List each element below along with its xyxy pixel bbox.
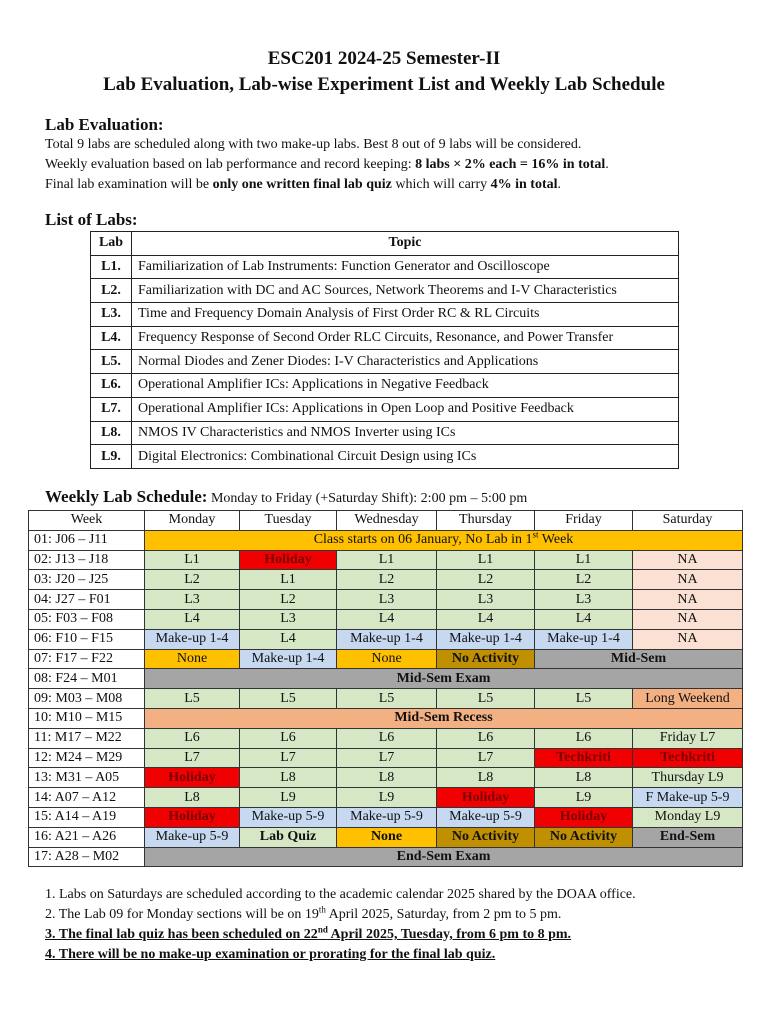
week-label: 08: F24 – M01 <box>29 669 145 689</box>
schedule-cell-text: L6 <box>184 730 200 746</box>
schedule-row <box>29 530 743 550</box>
schedule-cell-text: Thursday L9 <box>651 769 724 785</box>
schedule-cell-text: L8 <box>280 769 296 785</box>
schedule-cell <box>337 728 437 748</box>
schedule-cell <box>240 590 337 610</box>
lab-row <box>91 326 679 350</box>
evaluation-line-2-post: . <box>605 157 609 172</box>
schedule-cell <box>633 550 743 570</box>
lab-topic: Operational Amplifier ICs: Applications in Open Loop and Positive Feedback <box>132 397 679 421</box>
schedule-cell-text: L6 <box>378 730 395 746</box>
schedule-cell-text: L3 <box>477 591 494 607</box>
schedule-cell-text: None <box>371 650 402 666</box>
schedule-cell <box>145 590 240 610</box>
schedule-cell <box>145 649 240 669</box>
schedule-cell-sup: st <box>532 530 539 540</box>
schedule-row <box>29 609 743 629</box>
note-item <box>45 945 636 965</box>
labs-table <box>90 231 679 469</box>
schedule-cell-text: L1 <box>184 551 200 567</box>
schedule-cell <box>437 649 535 669</box>
schedule-cell-text: None <box>176 650 208 666</box>
schedule-cell <box>145 530 743 550</box>
schedule-cell <box>145 708 743 728</box>
schedule-cell <box>437 570 535 590</box>
schedule-row <box>29 590 743 610</box>
schedule-cell-text: Make-up 1-4 <box>350 631 423 647</box>
schedule-cell <box>337 590 437 610</box>
schedule-cell-text: Techkriti <box>660 749 715 765</box>
lab-number: L3. <box>91 303 132 327</box>
schedule-row <box>29 768 743 788</box>
schedule-cell-text: L4 <box>575 611 592 627</box>
evaluation-line-3-bold-2: 4% in total <box>490 177 558 192</box>
lab-row <box>91 421 679 445</box>
schedule-cell <box>145 768 240 788</box>
schedule-cell <box>437 609 535 629</box>
evaluation-line-3-mid: which will carry <box>391 177 491 192</box>
evaluation-line-3-pre: Final lab examination will be <box>45 177 213 192</box>
schedule-row <box>29 788 743 808</box>
week-label: 09: M03 – M08 <box>29 689 145 709</box>
schedule-cell <box>145 788 240 808</box>
schedule-cell <box>535 689 633 709</box>
lab-row <box>91 397 679 421</box>
schedule-cell-text: Make-up 1-4 <box>449 631 522 647</box>
schedule-cell-text: NA <box>677 611 698 627</box>
schedule-cell <box>337 748 437 768</box>
schedule-cell-text: NA <box>677 571 698 587</box>
schedule-cell-text: End-Sem <box>659 829 716 845</box>
week-label: 02: J13 – J18 <box>29 550 145 570</box>
lab-row <box>91 445 679 469</box>
week-label: 10: M10 – M15 <box>29 708 145 728</box>
schedule-cell <box>535 807 633 827</box>
schedule-cell-text: Make-up 1-4 <box>547 631 620 647</box>
labs-col-topic: Topic <box>132 232 679 256</box>
schedule-cell <box>145 629 240 649</box>
schedule-cell <box>437 629 535 649</box>
weekly-schedule-subheading: Monday to Friday (+Saturday Shift): 2:00 pm – 5:00 pm <box>210 491 528 506</box>
schedule-cell-text: L2 <box>575 571 592 587</box>
schedule-cell <box>337 827 437 847</box>
schedule-cell-text: Class starts on 06 January, No Lab in 1 <box>313 532 533 548</box>
schedule-cell <box>145 570 240 590</box>
schedule-col-header: Saturday <box>633 511 743 531</box>
schedule-cell <box>633 807 743 827</box>
week-label: 03: J20 – J25 <box>29 570 145 590</box>
schedule-row <box>29 748 743 768</box>
schedule-cell <box>337 788 437 808</box>
week-label: 16: A21 – A26 <box>29 827 145 847</box>
lab-evaluation-heading: Lab Evaluation: <box>45 115 164 134</box>
schedule-cell-text: Mid-Sem Recess <box>394 710 493 726</box>
evaluation-line-2-bold: 8 labs × 2% each = 16% in total <box>415 157 606 172</box>
schedule-cell-text: L6 <box>575 730 592 746</box>
evaluation-line-3-bold-1: only one written final lab quiz <box>212 177 392 192</box>
schedule-cell <box>240 788 337 808</box>
schedule-cell-text: NA <box>677 591 698 607</box>
schedule-cell-text: L1 <box>378 551 395 567</box>
schedule-cell-text: Mid-Sem <box>610 650 667 666</box>
schedule-cell-text: Make-up 1-4 <box>155 631 229 647</box>
schedule-cell <box>337 570 437 590</box>
schedule-row <box>29 570 743 590</box>
lab-row <box>91 303 679 327</box>
schedule-row <box>29 550 743 570</box>
schedule-cell <box>437 807 535 827</box>
schedule-cell <box>633 827 743 847</box>
schedule-cell-text: L3 <box>378 591 395 607</box>
schedule-cell <box>240 609 337 629</box>
lab-topic: Digital Electronics: Combinational Circuit Design using ICs <box>132 445 679 469</box>
note-sup: th <box>318 904 326 915</box>
schedule-cell <box>240 570 337 590</box>
note-text: 2. The Lab 09 for Monday sections will be on 19 <box>45 907 319 922</box>
schedule-row <box>29 629 743 649</box>
schedule-cell <box>633 570 743 590</box>
schedule-cell-text: None <box>370 829 403 845</box>
schedule-cell-text: L3 <box>575 591 592 607</box>
schedule-cell <box>535 768 633 788</box>
lab-topic: Operational Amplifier ICs: Applications in Negative Feedback <box>132 374 679 398</box>
schedule-cell <box>437 590 535 610</box>
schedule-cell-text: L9 <box>378 789 395 805</box>
week-label: 14: A07 – A12 <box>29 788 145 808</box>
week-label: 07: F17 – F22 <box>29 649 145 669</box>
schedule-cell <box>337 649 437 669</box>
note-text: 3. The final lab quiz has been scheduled on 22 <box>45 927 318 942</box>
evaluation-line-1: Total 9 labs are scheduled along with two make-up labs. Best 8 out of 9 labs will be considered. <box>45 137 582 152</box>
schedule-cell <box>535 609 633 629</box>
schedule-cell-text: Friday L7 <box>659 730 716 746</box>
schedule-cell-text: Holiday <box>168 809 216 825</box>
schedule-cell-text: Holiday <box>559 809 608 825</box>
schedule-cell <box>633 788 743 808</box>
schedule-cell <box>535 570 633 590</box>
schedule-cell <box>145 847 743 867</box>
schedule-cell-text: L5 <box>280 690 296 706</box>
schedule-row <box>29 728 743 748</box>
schedule-col-header: Thursday <box>437 511 535 531</box>
schedule-cell-text: NA <box>677 631 698 647</box>
schedule-header-row <box>29 511 743 531</box>
lab-topic: Familiarization with DC and AC Sources, Network Theorems and I-V Characteristics <box>132 279 679 303</box>
schedule-cell-text: No Activity <box>451 829 520 845</box>
schedule-cell-text: No Activity <box>549 829 618 845</box>
lab-topic: Frequency Response of Second Order RLC Circuits, Resonance, and Power Transfer <box>132 326 679 350</box>
schedule-cell-text: L2 <box>477 571 494 587</box>
schedule-cell-text: L5 <box>378 690 395 706</box>
list-of-labs-heading: List of Labs: <box>45 210 138 229</box>
schedule-cell <box>633 590 743 610</box>
schedule-cell-text: L4 <box>184 611 200 627</box>
lab-topic: Familiarization of Lab Instruments: Function Generator and Oscilloscope <box>132 255 679 279</box>
schedule-cell-text: L2 <box>184 571 200 587</box>
schedule-row <box>29 649 743 669</box>
schedule-cell-text: Make-up 5-9 <box>350 809 423 825</box>
schedule-cell-text: L8 <box>184 789 200 805</box>
lab-number: L2. <box>91 279 132 303</box>
schedule-cell <box>437 788 535 808</box>
schedule-cell-text: L5 <box>575 690 592 706</box>
schedule-cell <box>535 649 743 669</box>
lab-row <box>91 350 679 374</box>
schedule-cell-text: L8 <box>477 769 494 785</box>
title-line-1: ESC201 2024-25 Semester-II <box>267 48 501 69</box>
evaluation-paragraph <box>45 135 609 195</box>
lab-number: L5. <box>91 350 132 374</box>
lab-number: L1. <box>91 255 132 279</box>
schedule-cell-tail: Week <box>538 532 574 548</box>
week-label: 05: F03 – F08 <box>29 609 145 629</box>
schedule-cell-text: Holiday <box>168 769 216 785</box>
schedule-cell-text: L4 <box>280 631 296 647</box>
schedule-cell <box>437 827 535 847</box>
schedule-cell-text: Techkriti <box>556 749 611 765</box>
schedule-cell-text: L8 <box>575 769 592 785</box>
schedule-cell-text: L6 <box>477 730 494 746</box>
schedule-cell-text: F Make-up 5-9 <box>645 789 730 805</box>
schedule-cell-text: Make-up 5-9 <box>449 809 522 825</box>
schedule-cell <box>437 550 535 570</box>
schedule-cell-text: Mid-Sem Exam <box>396 670 491 686</box>
schedule-cell <box>633 728 743 748</box>
schedule-cell <box>240 550 337 570</box>
note-item <box>45 925 636 945</box>
schedule-cell <box>337 629 437 649</box>
schedule-cell <box>240 649 337 669</box>
schedule-col-header: Wednesday <box>337 511 437 531</box>
weekly-schedule-heading: Weekly Lab Schedule: <box>45 487 208 506</box>
note-tail: April 2025, Tuesday, from 6 pm to 8 pm. <box>327 927 572 942</box>
schedule-cell <box>437 748 535 768</box>
lab-topic: NMOS IV Characteristics and NMOS Inverter using ICs <box>132 421 679 445</box>
schedule-cell-text: L7 <box>378 749 395 765</box>
schedule-cell <box>145 669 743 689</box>
week-label: 13: M31 – A05 <box>29 768 145 788</box>
lab-row <box>91 255 679 279</box>
note-item <box>45 905 636 925</box>
schedule-cell-text: L2 <box>280 591 296 607</box>
schedule-cell-text: Lab Quiz <box>259 829 317 845</box>
schedule-cell <box>535 590 633 610</box>
week-label: 04: J27 – F01 <box>29 590 145 610</box>
schedule-cell <box>240 748 337 768</box>
schedule-cell-text: NA <box>677 551 698 567</box>
schedule-cell <box>535 748 633 768</box>
schedule-cell <box>240 728 337 748</box>
schedule-cell <box>240 629 337 649</box>
schedule-cell <box>437 768 535 788</box>
schedule-cell <box>535 827 633 847</box>
lab-number: L7. <box>91 397 132 421</box>
lab-number: L6. <box>91 374 132 398</box>
schedule-cell-text: L5 <box>477 690 494 706</box>
lab-number: L8. <box>91 421 132 445</box>
schedule-cell-text: L4 <box>477 611 494 627</box>
schedule-cell-text: Monday L9 <box>654 809 721 825</box>
schedule-row <box>29 847 743 867</box>
lab-topic: Normal Diodes and Zener Diodes: I-V Characteristics and Applications <box>132 350 679 374</box>
schedule-cell <box>633 689 743 709</box>
schedule-heading-line <box>45 487 527 507</box>
schedule-cell <box>337 689 437 709</box>
evaluation-line-3-post: . <box>557 177 562 192</box>
schedule-row <box>29 807 743 827</box>
schedule-cell-text: End-Sem Exam <box>396 848 491 864</box>
schedule-cell-text: L6 <box>280 730 296 746</box>
schedule-cell-text: Long Weekend <box>645 690 730 706</box>
schedule-cell <box>437 728 535 748</box>
schedule-cell-text: L8 <box>378 769 395 785</box>
labs-col-lab: Lab <box>91 232 132 256</box>
schedule-cell-text: L1 <box>280 571 296 587</box>
notes-list <box>45 885 636 965</box>
schedule-cell-text: Make-up 1-4 <box>251 650 325 666</box>
schedule-cell <box>240 807 337 827</box>
schedule-cell <box>337 609 437 629</box>
schedule-cell <box>633 609 743 629</box>
week-label: 15: A14 – A19 <box>29 807 145 827</box>
title-line-2: Lab Evaluation, Lab-wise Experiment List and Weekly Lab Schedule <box>103 74 665 95</box>
schedule-cell <box>145 689 240 709</box>
schedule-cell <box>535 550 633 570</box>
week-label: 17: A28 – M02 <box>29 847 145 867</box>
schedule-cell-text: Make-up 5-9 <box>251 809 325 825</box>
schedule-col-header: Friday <box>535 511 633 531</box>
note-tail: April 2025, Saturday, from 2 pm to 5 pm. <box>325 907 562 922</box>
schedule-cell <box>145 609 240 629</box>
schedule-cell-text: L1 <box>575 551 592 567</box>
labs-header-row <box>91 232 679 256</box>
schedule-cell-text: L9 <box>575 789 592 805</box>
schedule-cell-text: L7 <box>280 749 296 765</box>
schedule-row <box>29 827 743 847</box>
schedule-cell <box>145 807 240 827</box>
schedule-row <box>29 689 743 709</box>
week-label: 01: J06 – J11 <box>29 530 145 550</box>
evaluation-line-2-pre: Weekly evaluation based on lab performance and record keeping: <box>45 157 416 172</box>
schedule-cell <box>240 827 337 847</box>
schedule-cell <box>337 768 437 788</box>
schedule-cell-text: L9 <box>280 789 296 805</box>
schedule-cell <box>145 827 240 847</box>
schedule-cell <box>337 550 437 570</box>
schedule-cell <box>240 689 337 709</box>
schedule-cell <box>240 768 337 788</box>
schedule-cell-text: L7 <box>184 749 200 765</box>
schedule-cell-text: Holiday <box>461 789 510 805</box>
schedule-cell <box>633 748 743 768</box>
lab-topic: Time and Frequency Domain Analysis of First Order RC & RL Circuits <box>132 303 679 327</box>
note-text: 4. There will be no make-up examination or prorating for the final lab quiz. <box>45 947 496 962</box>
week-label: 06: F10 – F15 <box>29 629 145 649</box>
week-label: 11: M17 – M22 <box>29 728 145 748</box>
schedule-cell <box>535 728 633 748</box>
schedule-cell-text: Make-up 5-9 <box>155 829 229 845</box>
schedule-cell <box>337 807 437 827</box>
schedule-cell-text: Holiday <box>264 551 312 567</box>
schedule-col-header: Monday <box>145 511 240 531</box>
schedule-cell-text: L3 <box>280 611 296 627</box>
schedule-cell <box>145 728 240 748</box>
lab-row <box>91 374 679 398</box>
schedule-col-header: Tuesday <box>240 511 337 531</box>
schedule-cell <box>437 689 535 709</box>
schedule-cell-text: L4 <box>378 611 395 627</box>
schedule-row <box>29 669 743 689</box>
schedule-col-header: Week <box>29 511 145 531</box>
schedule-cell <box>535 788 633 808</box>
schedule-row <box>29 708 743 728</box>
schedule-cell <box>633 629 743 649</box>
lab-number: L4. <box>91 326 132 350</box>
note-text: 1. Labs on Saturdays are scheduled according to the academic calendar 2025 shared by the DOAA office. <box>45 887 636 902</box>
schedule-cell-text: L2 <box>378 571 395 587</box>
schedule-cell-text: L3 <box>184 591 200 607</box>
lab-number: L9. <box>91 445 132 469</box>
schedule-cell <box>145 550 240 570</box>
schedule-cell-text: L7 <box>477 749 494 765</box>
schedule-cell <box>633 768 743 788</box>
note-sup: nd <box>317 924 328 935</box>
schedule-cell <box>145 748 240 768</box>
schedule-cell-text: L5 <box>184 690 200 706</box>
lab-row <box>91 279 679 303</box>
schedule-cell-text: No Activity <box>451 650 520 666</box>
schedule-cell-text: L1 <box>477 551 494 567</box>
note-item <box>45 885 636 905</box>
weekly-schedule-table <box>28 510 743 867</box>
schedule-cell <box>535 629 633 649</box>
week-label: 12: M24 – M29 <box>29 748 145 768</box>
